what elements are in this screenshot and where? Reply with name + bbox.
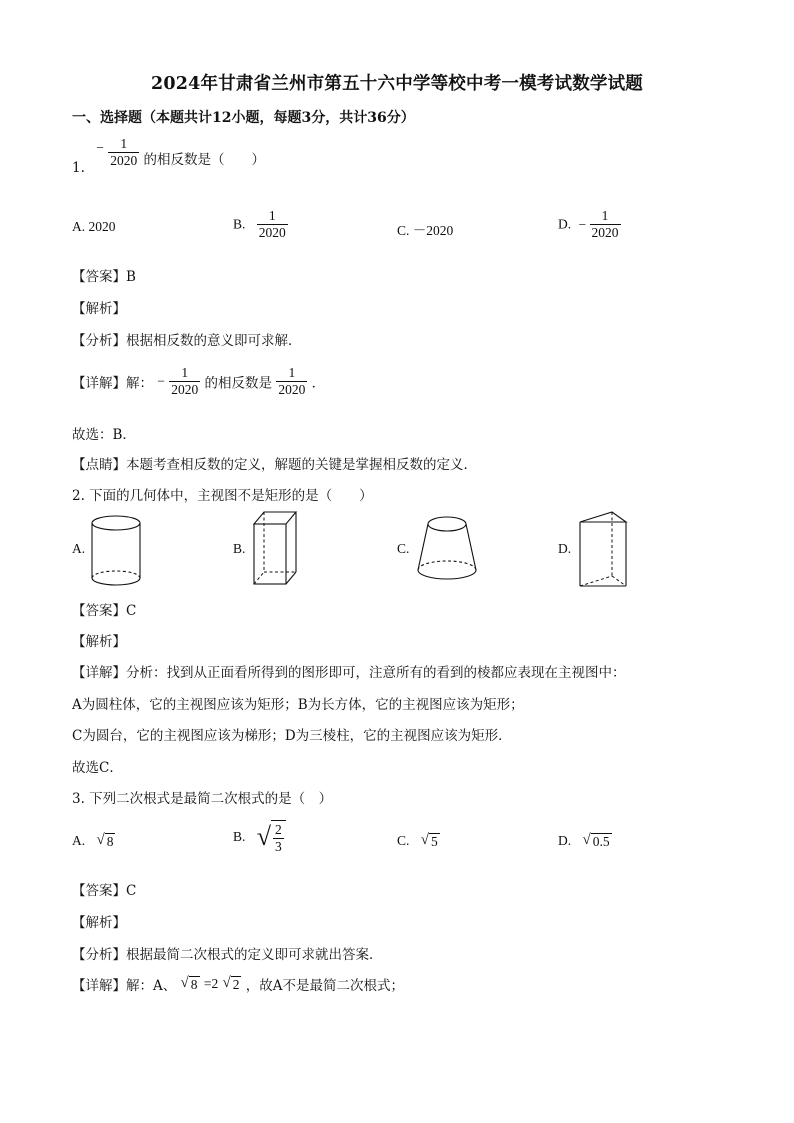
q1-detail-fraction-2 [276, 366, 307, 397]
q1-detail-fraction-1 [169, 366, 200, 397]
page-title: 2024年甘肃省兰州市第五十六中学等校中考一模考试数学试题 [150, 74, 643, 94]
section-heading: 一、选择题（本题共计12小题，每题3分，共计36分） [72, 110, 415, 126]
q1-frac-den: 2020 [110, 153, 138, 169]
q2-stem: 2. 下面的几何体中，主视图不是矩形的是（ ） [72, 488, 373, 504]
q2-detail-3: C为圆台，它的主视图应该为梯形；D为三棱柱，它的主视图应该为矩形． [72, 728, 512, 744]
q3-option-b-den: 3 [275, 839, 282, 855]
q1-detail-end: ． [311, 375, 326, 392]
q3-detail-equals: =2 [203, 976, 219, 991]
sqrt-icon: √ [420, 831, 429, 848]
cuboid-figure [250, 508, 300, 588]
q1-detail-den-2: 2020 [278, 382, 306, 398]
frustum-figure [414, 512, 480, 584]
q1-detail-num-1: 1 [181, 365, 189, 380]
q2-answer: 【答案】C [72, 603, 137, 619]
q1-option-a: A. 2020 [72, 219, 116, 234]
q1-option-b-fraction [257, 209, 288, 240]
sqrt-icon: √ [582, 831, 591, 848]
q3-option-d-label: D. [558, 832, 572, 848]
q1-option-d-den: 2020 [591, 225, 619, 241]
cylinder-figure [88, 512, 148, 588]
q3-option-c-radicand: 5 [431, 833, 438, 849]
q3-option-a [72, 832, 115, 849]
q3-option-b-sqrt [257, 820, 286, 854]
q2-detail-1: 【详解】分析：找到从正面看所得到的图形即可，注意所有的看到的棱都应表现在主视图中： [72, 665, 626, 681]
q1-fraction [108, 137, 139, 168]
q1-option-d [558, 209, 621, 240]
q2-analysis-head: 【解析】 [72, 634, 126, 650]
q3-option-b [233, 820, 286, 854]
q3-option-a-label: A. [72, 832, 86, 848]
q3-detail [72, 974, 404, 994]
q3-detail-sqrt-1 [181, 976, 200, 993]
q1-detail [72, 366, 325, 397]
q3-detail-radicand-1: 8 [190, 976, 198, 992]
q1-minus: − [96, 140, 104, 156]
q1-option-c: C. －2020 [397, 223, 454, 238]
q2-label-c: C. [397, 541, 410, 556]
q1-choose: 故选：B． [72, 427, 136, 443]
q1-detail-den-1: 2020 [171, 382, 199, 398]
q3-option-a-sqrt [97, 833, 116, 850]
sqrt-icon: √ [180, 974, 189, 991]
q1-option-d-num: 1 [601, 208, 609, 223]
q3-analysis-head: 【解析】 [72, 915, 126, 931]
q3-detail-radicand-2: 2 [232, 976, 240, 992]
q1-number: 1. [72, 160, 85, 177]
sqrt-icon: √ [222, 974, 231, 991]
q2-label-d: D. [558, 541, 572, 556]
q1-stem-suffix: 的相反数是（ ） [143, 152, 266, 169]
q1-option-b-label: B. [233, 216, 246, 232]
q1-option-b [233, 209, 288, 240]
q3-option-c [397, 832, 440, 849]
q3-option-b-fraction [273, 823, 284, 854]
q1-detail-minus: − [157, 373, 165, 389]
q1-fenxi: 【分析】根据相反数的意义即可求解． [72, 333, 302, 349]
q3-detail-suffix: ，故A不是最简二次根式； [245, 978, 405, 994]
q1-detail-prefix: 【详解】解： [72, 375, 153, 392]
sqrt-icon: √ [96, 831, 105, 848]
q3-detail-prefix: 【详解】解：A、 [72, 978, 177, 994]
triangular-prism-figure [576, 508, 632, 590]
q1-frac-num: 1 [120, 136, 128, 151]
q3-option-c-label: C. [397, 832, 410, 848]
q3-option-c-sqrt [421, 833, 440, 850]
q3-answer: 【答案】C [72, 883, 137, 899]
q1-option-d-minus: − [578, 216, 587, 232]
q2-choose: 故选C． [72, 760, 123, 776]
q2-label-a: A. [72, 541, 86, 556]
q1-comment: 【点睛】本题考查相反数的定义，解题的关键是掌握相反数的定义． [72, 457, 477, 473]
q1-detail-num-2: 1 [288, 365, 296, 380]
q3-option-b-radicand [271, 820, 286, 854]
q3-option-a-radicand: 8 [106, 833, 114, 849]
q2-label-b: B. [233, 541, 246, 556]
q3-option-d-sqrt [583, 833, 612, 850]
q3-detail-sqrt-2 [223, 976, 242, 993]
q2-detail-2: A为圆柱体，它的主视图应该为矩形；B为长方体，它的主视图应该为矩形； [72, 697, 524, 713]
sqrt-icon: √ [256, 822, 272, 851]
q3-option-d-radicand: 0.5 [592, 833, 610, 849]
q3-option-b-num: 2 [275, 822, 282, 837]
q3-fenxi: 【分析】根据最简二次根式的定义即可求就出答案． [72, 947, 383, 963]
q3-option-b-label: B. [233, 829, 246, 845]
q3-option-d [558, 832, 612, 849]
q1-answer: 【答案】B [72, 269, 136, 285]
q1-detail-mid: 的相反数是 [204, 375, 273, 392]
q1-option-d-label: D. [558, 216, 572, 232]
q1-option-d-fraction [590, 209, 621, 240]
q1-option-b-den: 2020 [258, 225, 286, 241]
q3-stem: 3. 下列二次根式是最简二次根式的是（ ） [72, 791, 333, 807]
q1-stem [72, 136, 266, 177]
q1-option-b-num: 1 [268, 208, 276, 223]
q1-analysis-head: 【解析】 [72, 301, 126, 317]
